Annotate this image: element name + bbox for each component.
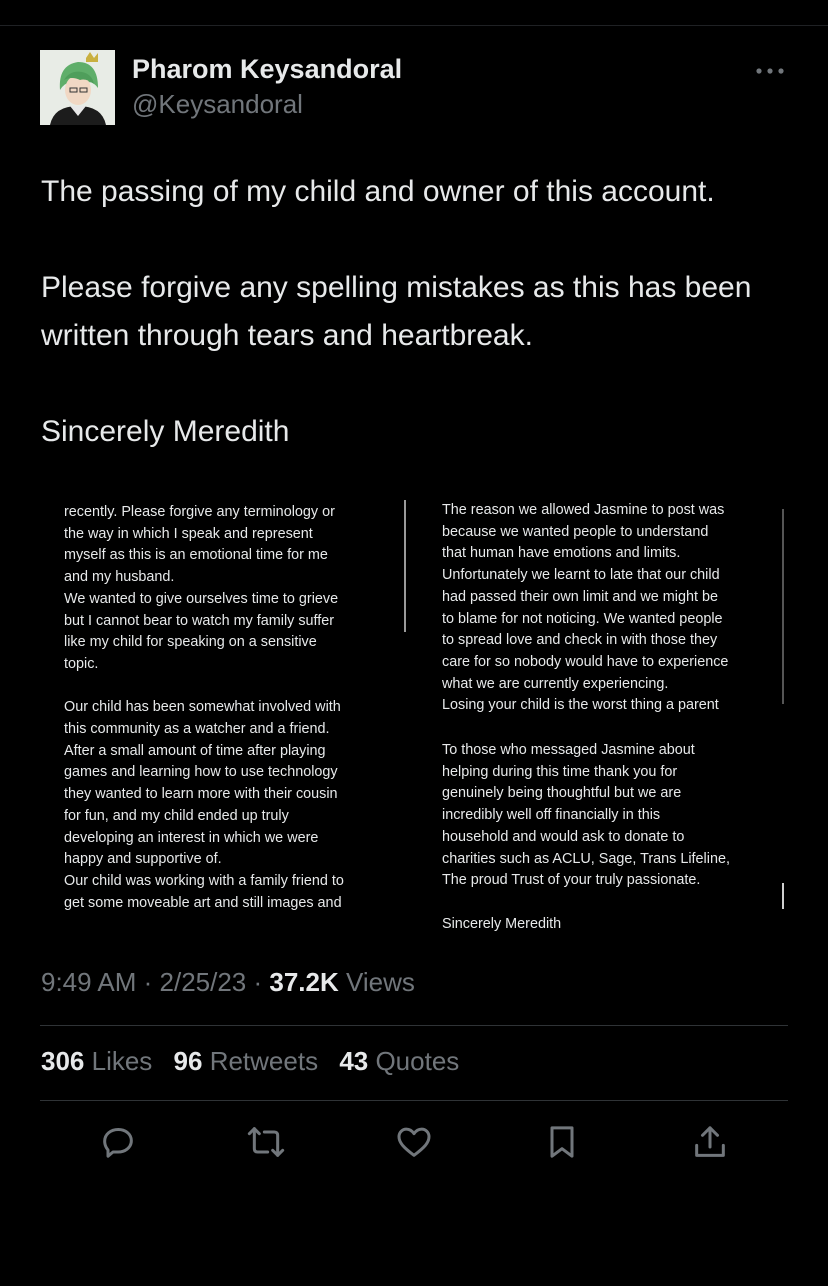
tweet-stats [41, 1046, 473, 1077]
image-text-line: because we wanted people to understand [442, 523, 709, 540]
tweet-date[interactable]: 2/25/23 [159, 967, 247, 997]
image-text-line: myself as this is an emotional time for me [64, 547, 328, 564]
image-text-line: After a small amount of time after playing [64, 742, 326, 759]
image-text-line: had passed their own limit and we might be [442, 588, 718, 605]
retweet-icon [245, 1122, 287, 1162]
retweet-button[interactable] [246, 1122, 286, 1162]
image-text-line: charities such as ACLU, Sage, Trans Lifeline, [442, 850, 730, 867]
image-text-line: incredibly well off financially in this [442, 807, 661, 824]
meta-separator: · [136, 967, 160, 997]
reply-icon [98, 1122, 138, 1162]
image-left-column [64, 502, 404, 923]
attached-image[interactable] [42, 483, 788, 932]
image-text-line: Losing your child is the worst thing a parent [442, 697, 719, 714]
image-text-line: for fun, and my child ended up truly [64, 807, 289, 824]
image-text-line: household and would ask to donate to [442, 828, 685, 845]
image-text-line: Our child was working with a family friend to [64, 872, 344, 889]
image-scrollbar [404, 500, 406, 632]
image-text-line: what we are currently experiencing. [442, 675, 669, 692]
image-text-line: genuinely being thoughtful but we are [442, 785, 682, 802]
bookmark-button[interactable] [542, 1122, 582, 1162]
image-text-line: recently. Please forgive any terminology or [64, 504, 335, 520]
like-button[interactable] [394, 1122, 434, 1162]
share-button[interactable] [690, 1122, 730, 1162]
image-text-line: Sincerely Meredith [442, 915, 562, 932]
image-text-line: to spread love and check in with those they [442, 632, 718, 649]
tweet-line: The passing of my child and owner of this account. [41, 175, 715, 208]
retweets-stat[interactable] [174, 1046, 319, 1076]
bookmark-icon [542, 1122, 582, 1162]
meta-separator: · [246, 967, 270, 997]
divider [40, 1025, 788, 1026]
image-text-line: care for so nobody would have to experience [442, 653, 729, 670]
likes-stat[interactable] [41, 1046, 152, 1076]
tweet-text [41, 168, 801, 456]
image-text-line: developing an interest in which we were [64, 829, 319, 846]
image-text-line: The reason we allowed Jasmine to post was [442, 502, 725, 518]
share-icon [690, 1122, 730, 1162]
like-icon [394, 1122, 434, 1162]
image-text-line: get some moveable art and still images and [64, 894, 342, 911]
tweet-line: Sincerely Meredith [41, 415, 290, 448]
image-text-line: this community as a watcher and a friend. [64, 721, 330, 738]
tweet-line: Please forgive any spelling mistakes as this has been written through tears and heartbreak. [41, 271, 752, 352]
quotes-count: 43 [339, 1046, 369, 1076]
image-text-line: happy and supportive of. [64, 851, 222, 868]
image-text-line: topic. [64, 655, 99, 672]
image-scrollbar [782, 883, 784, 909]
image-text-line: but I cannot bear to watch my family suffer [64, 612, 335, 629]
image-text-line: games and learning how to use technology [64, 764, 338, 781]
more-button[interactable] [752, 62, 788, 80]
more-icon [752, 62, 788, 80]
image-text-line: helping during this time thank you for [442, 763, 678, 780]
image-text-line: Unfortunately we learnt to late that our child [442, 567, 720, 584]
image-right-bottom-column [442, 740, 780, 932]
avatar-image [40, 50, 115, 125]
author-name[interactable]: Pharom Keysandoral [132, 54, 403, 84]
image-text-line: We wanted to give ourselves time to grieve [64, 590, 339, 607]
image-text-line: the way in which I speak and represent [64, 525, 313, 542]
image-text-line: that human have emotions and limits. [442, 545, 681, 562]
image-text-line: To those who messaged Jasmine about [442, 742, 695, 758]
image-text-line: like my child for speaking on a sensitive [64, 634, 317, 651]
divider [40, 1100, 788, 1101]
avatar[interactable] [40, 50, 115, 125]
retweets-label: Retweets [202, 1046, 319, 1076]
views-label: Views [338, 967, 415, 997]
quotes-stat[interactable] [339, 1046, 459, 1076]
likes-label: Likes [84, 1046, 153, 1076]
tweet-time[interactable]: 9:49 AM [41, 967, 137, 997]
image-scrollbar [782, 509, 784, 704]
image-text-line: to blame for not noticing. We wanted people [442, 610, 723, 627]
quotes-label: Quotes [368, 1046, 460, 1076]
reply-button[interactable] [98, 1122, 138, 1162]
tweet-meta [41, 967, 415, 998]
views-count: 37.2K [269, 967, 339, 997]
image-text-line: they wanted to learn more with their cousin [64, 786, 338, 803]
likes-count: 306 [41, 1046, 85, 1076]
image-text-line: and my husband. [64, 569, 175, 586]
top-divider [0, 25, 828, 26]
retweets-count: 96 [173, 1046, 203, 1076]
image-right-top-column [442, 500, 780, 714]
image-text-line: Our child has been somewhat involved with [64, 699, 341, 716]
image-text-line: The proud Trust of your truly passionate. [442, 872, 701, 889]
author-handle[interactable]: @Keysandoral [132, 89, 303, 119]
